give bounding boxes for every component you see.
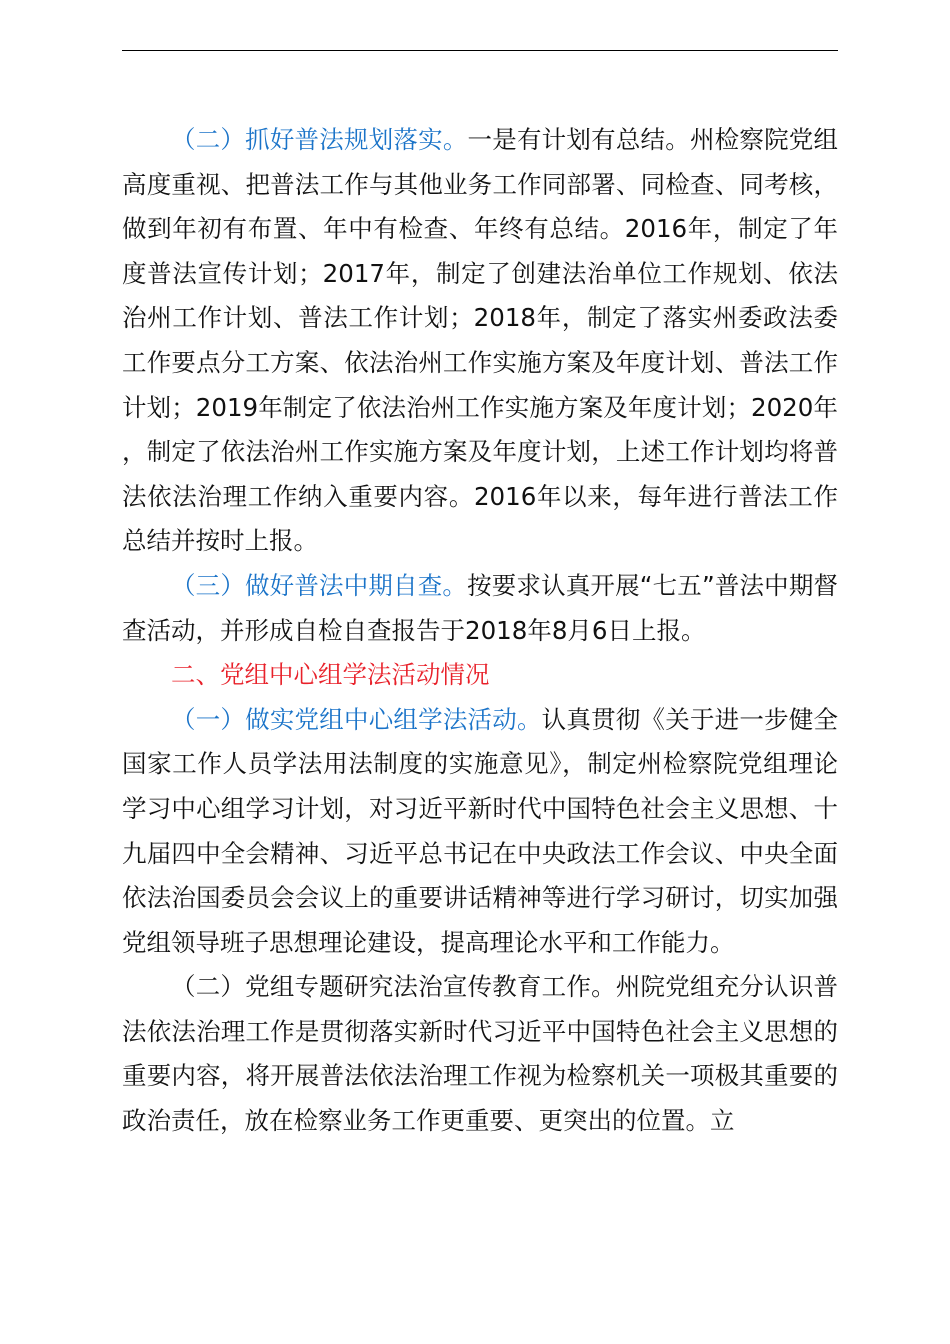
- document-body: [122, 118, 838, 1144]
- heading-midterm-selfcheck: （三）做好普法中期自查。: [171, 570, 468, 600]
- heading-central-group-study: （一）做实党组中心组学法活动。: [171, 704, 542, 734]
- heading-plan-implementation: （二）抓好普法规划落实。: [171, 125, 468, 154]
- paragraph-midterm-selfcheck: [122, 564, 838, 653]
- section-heading-study-activities: [122, 653, 838, 698]
- paragraph-plan-implementation: [122, 118, 838, 564]
- paragraph-special-research: [122, 965, 838, 1143]
- paragraph-text: 一是有计划有总结。州检察院党组高度重视、把普法工作与其他业务工作同部署、同检查、同考核，做到年初有布置、年中有检查、年终有总结。2016年，制定了年度普法宣传计划；2017年，制定了创建法治单位工作规划、依法治州工作计划、普法工作计划；2018年，制定了落实州委政法委工作要点分工方案、依法治州工作实施方案及年度计划、普法工作计划；2019年制定了依法治州工作实施方案及年度计划；2020年，制定了依法治州工作实施方案及年度计划，上述工作计划均将普法依法治理工作纳入重要内容。2016年以来，每年进行普法工作总结并按时上报。: [122, 125, 839, 556]
- paragraph-central-group-study: [122, 698, 838, 966]
- section-heading: 二、党组中心组学法活动情况: [171, 660, 490, 690]
- paragraph-text: 按要求认真开展“七五”普法中期督查活动，并形成自检自查报告于2018年8月6日上报。: [122, 570, 839, 645]
- paragraph-text: （二）党组专题研究法治宣传教育工作。州院党组充分认识普法依法治理工作是贯彻落实新时代习近平中国特色社会主义思想的重要内容，将开展普法依法治理工作视为检察机关一项极其重要的政治责任，放在检察业务工作更重要、更突出的位置。立: [122, 972, 838, 1136]
- paragraph-text: 认真贯彻《关于进一步健全国家工作人员学法用法制度的实施意见》，制定州检察院党组理论学习中心组学习计划，对习近平新时代中国特色社会主义思想、十九届四中全会精神、习近平总书记在中央政法工作会议、中央全面依法治国委员会会议上的重要讲话精神等进行学习研讨，切实加强党组领导班子思想理论建设，提高理论水平和工作能力。: [122, 704, 838, 957]
- header-rule: [122, 50, 838, 51]
